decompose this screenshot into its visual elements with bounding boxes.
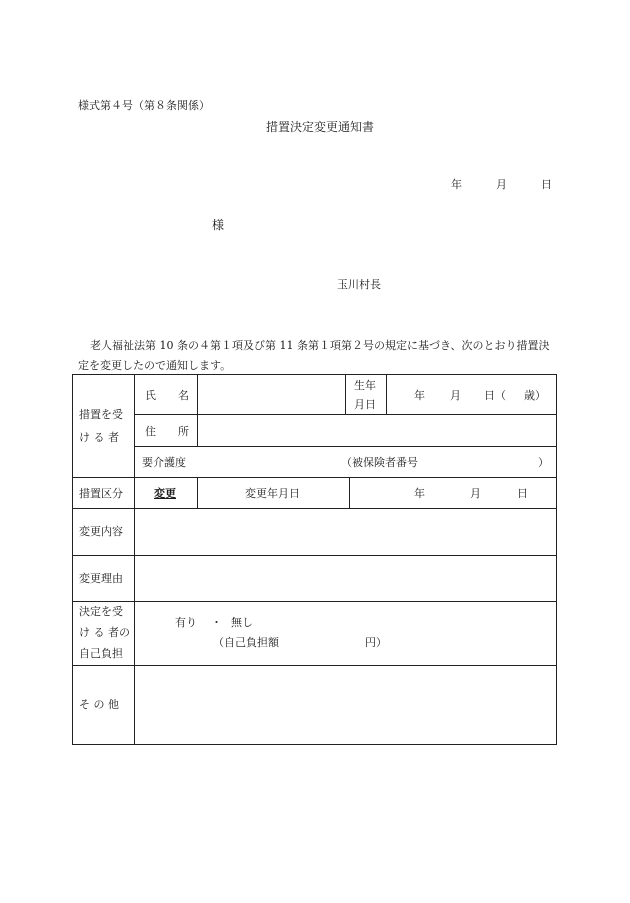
change-reason-label: 変更理由 (79, 572, 123, 585)
insured-number-close: ） (538, 456, 549, 469)
recipient-salutation: 様 (212, 218, 225, 232)
birth-label-line1: 生年 (354, 379, 376, 392)
document-title: 措置決定変更通知書 (266, 120, 375, 134)
other-label: そ の 他 (79, 698, 119, 711)
measure-category-label: 措置区分 (79, 487, 123, 500)
change-date-month-label: 月 (470, 487, 481, 500)
burden-amount-label: （自己負担額 (213, 636, 279, 649)
date-year-label: 年 (451, 178, 462, 191)
burden-option-separator: ・ (211, 616, 222, 629)
change-content-field[interactable] (137, 511, 553, 553)
name-label-part2: 名 (178, 389, 189, 402)
change-date-year-label: 年 (414, 487, 425, 500)
change-date-day-label: 日 (517, 487, 528, 500)
other-field[interactable] (137, 668, 553, 742)
burden-label-line2: け る 者の (79, 626, 130, 639)
address-label-part2: 所 (178, 425, 189, 438)
address-label-part1: 住 (145, 425, 156, 438)
burden-option-no[interactable]: 無し (231, 616, 253, 629)
insured-number-label: （被保険者番号 (341, 456, 418, 469)
issuer-name: 玉川村長 (337, 278, 381, 291)
age-label: 歳） (524, 389, 546, 402)
change-content-label: 変更内容 (79, 525, 123, 538)
burden-option-yes[interactable]: 有り (175, 616, 197, 629)
name-label-part1: 氏 (145, 389, 156, 402)
notice-body-text: 老人福祉法第 10 条の４第１項及び第 11 条第１項第２号の規定に基づき、次のとおり措置決定を変更したので通知します。 (78, 339, 550, 372)
date-day-label: 日 (541, 178, 552, 191)
birth-month-label: 月 (450, 389, 461, 402)
birth-label-line2: 月日 (354, 398, 376, 411)
address-value-field[interactable] (200, 416, 554, 444)
date-month-label: 月 (496, 178, 507, 191)
measure-category-value: 変更 (154, 487, 176, 500)
name-value-field[interactable] (200, 376, 344, 412)
recipient-group-label-line1: 措置を受 (79, 408, 123, 421)
recipient-group-label-line2: け る 者 (79, 431, 119, 444)
care-level-label: 要介護度 (142, 456, 186, 469)
change-reason-field[interactable] (137, 558, 553, 599)
birth-year-label: 年 (414, 389, 425, 402)
change-date-label: 変更年月日 (245, 487, 300, 500)
birth-day-label: 日（ (484, 389, 506, 402)
burden-label-line3: 自己負担 (79, 647, 123, 660)
burden-amount-unit: 円） (365, 636, 387, 649)
burden-label-line1: 決定を受 (79, 605, 123, 618)
form-number: 様式第４号（第８条関係） (78, 99, 210, 112)
